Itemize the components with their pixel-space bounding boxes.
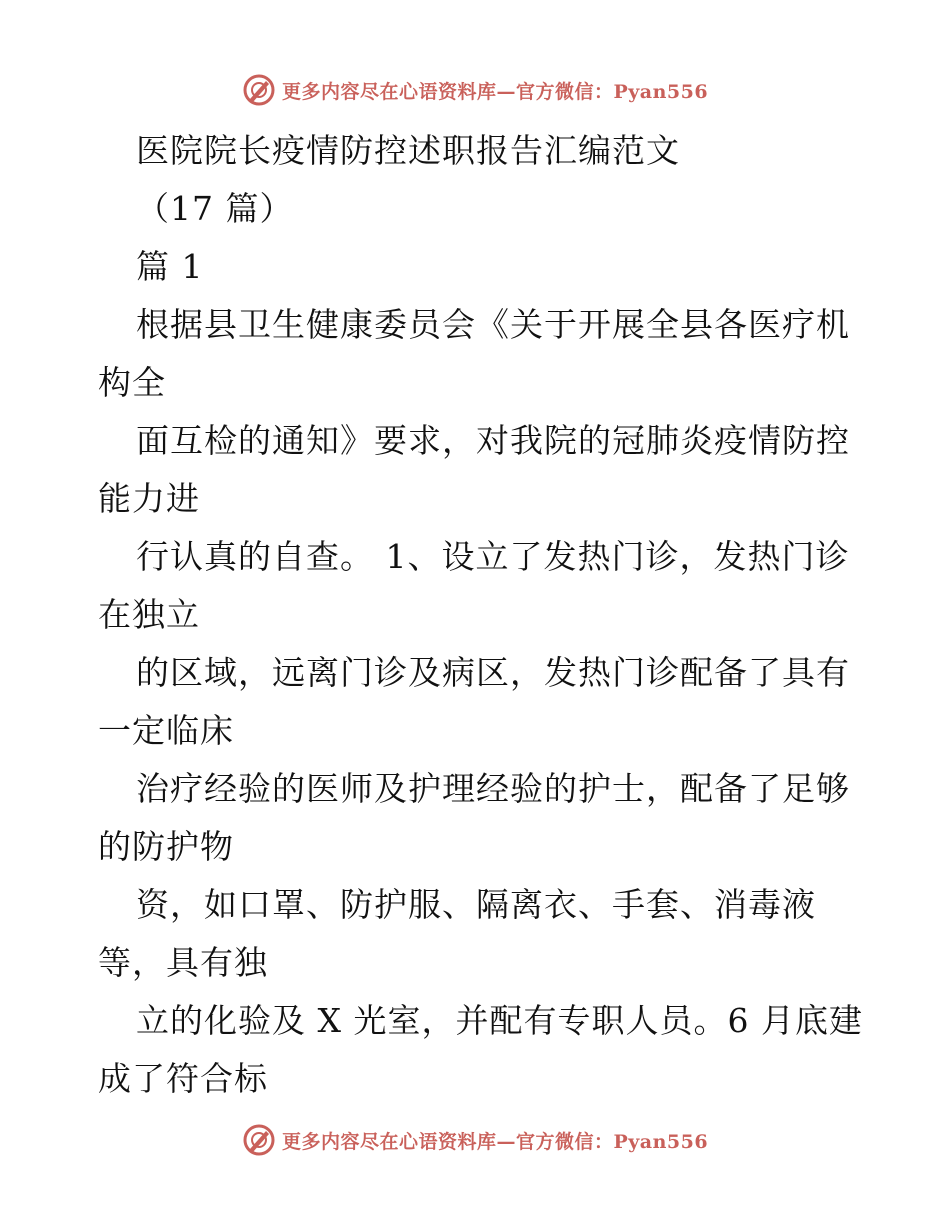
text-line: 成了符合标 (98, 1059, 268, 1098)
footer-watermark (0, 1120, 950, 1160)
text-line: 一定临床 (98, 711, 234, 750)
text-line: 构全 (98, 363, 166, 402)
header-watermark (0, 70, 950, 110)
text-line: 面互检的通知》要求，对我院的冠肺炎疫情防控 (136, 421, 850, 460)
text-line: 立的化验及 X 光室，并配有专职人员。6 月底建 (136, 1001, 863, 1040)
text-line: 资，如口罩、防护服、隔离衣、手套、消毒液 (136, 885, 816, 924)
text-line: 行认真的自查。 1、设立了发热门诊，发热门诊 (136, 537, 850, 576)
text-line: 根据县卫生健康委员会《关于开展全县各医疗机 (136, 305, 850, 344)
document-body (98, 122, 863, 1108)
pen-logo-icon (242, 1123, 276, 1157)
text-line: 在独立 (98, 595, 200, 634)
text-line: 的区域，远离门诊及病区，发热门诊配备了具有 (136, 653, 850, 692)
watermark-text: 更多内容尽在心语资料库—官方微信：Pyan556 (281, 80, 709, 103)
document-subtitle: （17 篇） (136, 189, 294, 228)
section-heading: 篇 1 (136, 247, 204, 286)
watermark-text: 更多内容尽在心语资料库—官方微信：Pyan556 (281, 1130, 709, 1153)
pen-logo-icon (242, 73, 276, 107)
text-line: 治疗经验的医师及护理经验的护士，配备了足够 (136, 769, 850, 808)
document-title: 医院院长疫情防控述职报告汇编范文 (136, 131, 680, 170)
text-line: 等，具有独 (98, 943, 268, 982)
text-line: 能力进 (98, 479, 200, 518)
text-line: 的防护物 (98, 827, 234, 866)
